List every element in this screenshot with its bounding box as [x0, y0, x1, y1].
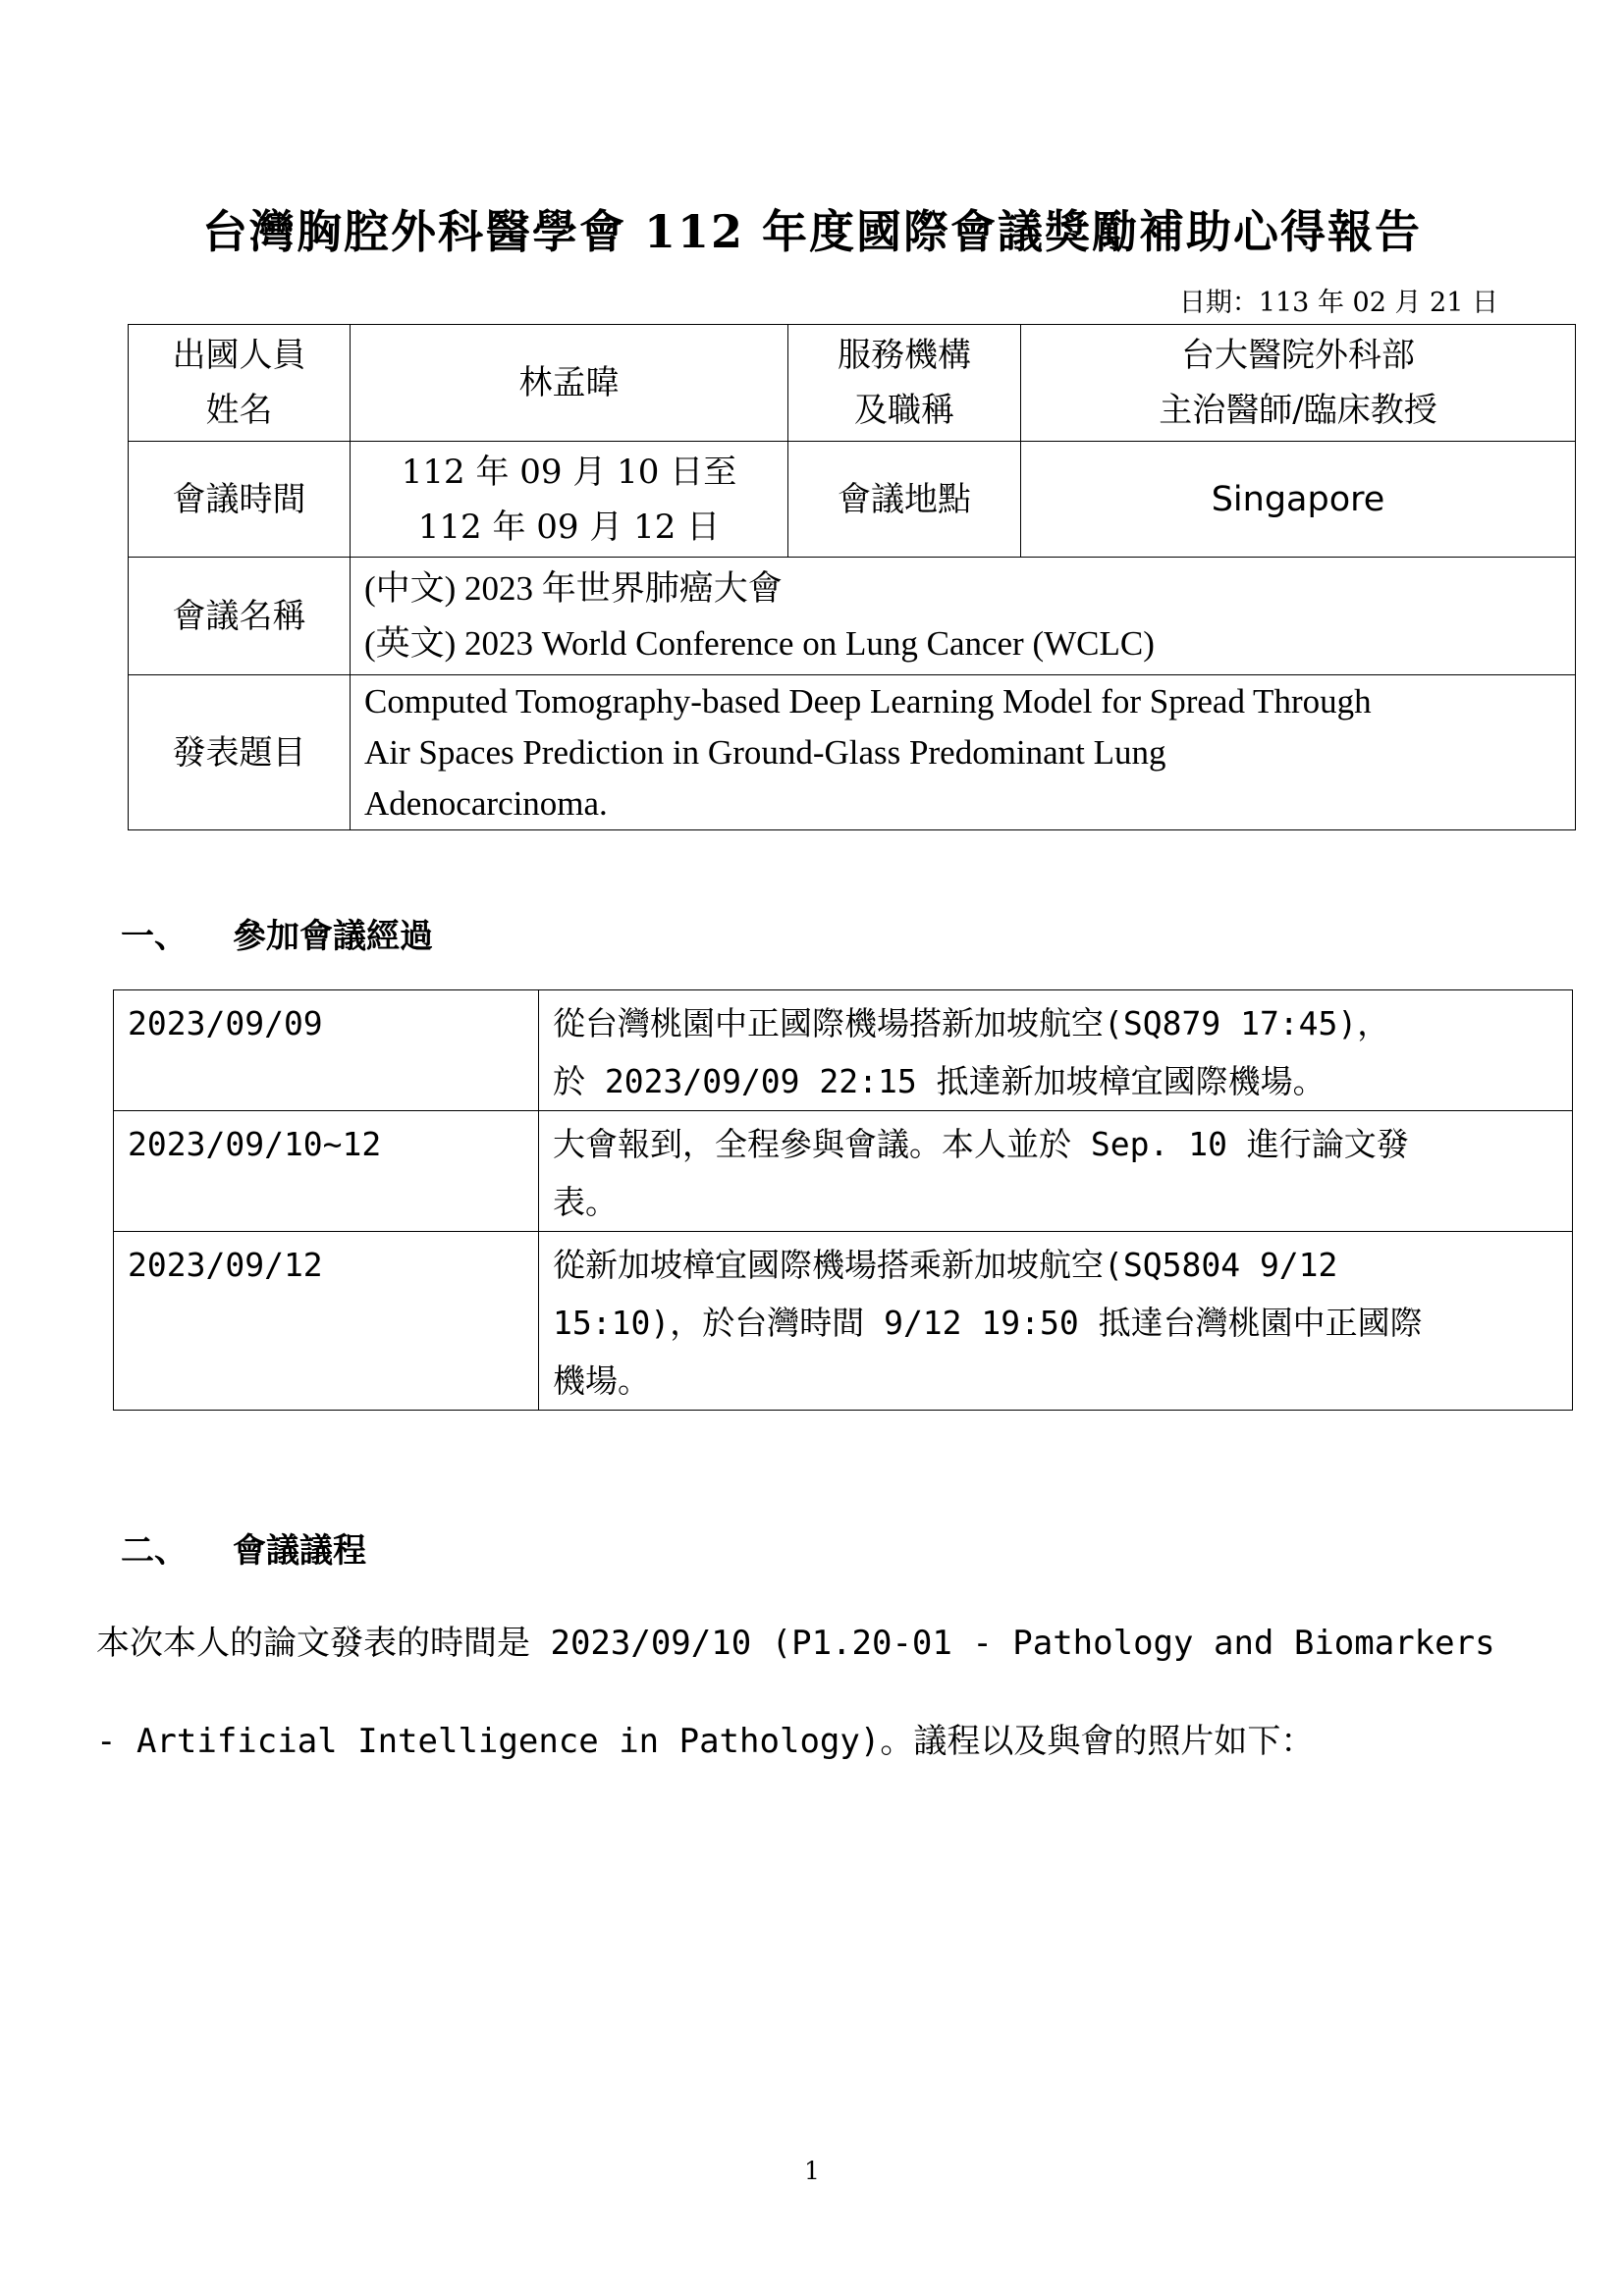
topic-line-2: Air Spaces Prediction in Ground-Glass Predominant Lung: [364, 732, 1166, 772]
itinerary-detail-line: 大會報到，全程參與會議。本人並於 Sep. 10 進行論文發: [553, 1125, 1409, 1163]
table-row: [129, 675, 1576, 830]
itinerary-detail-line: 15:10)，於台灣時間 9/12 19:50 抵達台灣桃園中正國際: [553, 1304, 1423, 1342]
table-row: [129, 442, 1576, 558]
table-row: [129, 558, 1576, 675]
topic-line-1: Computed Tomography-based Deep Learning Model for Spread Through: [364, 681, 1372, 721]
org-label-line-1: 服務機構: [838, 336, 971, 375]
itinerary-date: 2023/09/09: [114, 990, 539, 1111]
itinerary-detail-line: 機場。: [553, 1362, 650, 1400]
traveler-label-line-2: 姓名: [205, 391, 273, 430]
section-2-number: 二、: [121, 1531, 188, 1571]
report-date: 日期：113 年 02 月 21 日: [1178, 288, 1498, 318]
topic-label: 發表題目: [129, 675, 351, 830]
org-label-cell: [788, 325, 1021, 442]
agenda-paragraph-line-2: - Artificial Intelligence in Pathology)。議程以及與會的照片如下：: [96, 1722, 1315, 1761]
itinerary-table: [113, 989, 1573, 1411]
section-2-heading: [121, 1523, 366, 1572]
conference-name-cell: [351, 558, 1576, 675]
table-row: [114, 1111, 1573, 1232]
table-row: [129, 325, 1576, 442]
org-label-line-2: 及職稱: [854, 391, 954, 430]
location-label: 會議地點: [788, 442, 1021, 558]
itinerary-date: 2023/09/12: [114, 1232, 539, 1411]
time-label: 會議時間: [129, 442, 351, 558]
agenda-paragraph-line-1: 本次本人的論文發表的時間是 2023/09/10 (P1.20-01 - Pathology and Biomarkers: [96, 1624, 1495, 1663]
itinerary-detail: [539, 1232, 1573, 1411]
org-value-cell: [1021, 325, 1576, 442]
org-value-line-1: 台大醫院外科部: [1181, 336, 1415, 375]
section-1-title: 參加會議經過: [233, 917, 433, 956]
section-2-title: 會議議程: [233, 1531, 366, 1571]
itinerary-detail-line: 從新加坡樟宜國際機場搭乘新加坡航空(SQ5804 9/12: [553, 1246, 1338, 1284]
traveler-label-cell: [129, 325, 351, 442]
time-value-line-2: 112 年 09 月 12 日: [417, 507, 721, 547]
section-1-heading: [121, 909, 433, 957]
table-row: [114, 990, 1573, 1111]
itinerary-detail: [539, 1111, 1573, 1232]
table-row: [114, 1232, 1573, 1411]
section-1-number: 一、: [121, 917, 188, 956]
page-number: 1: [804, 2157, 820, 2185]
org-value-line-2: 主治醫師/臨床教授: [1159, 391, 1437, 430]
topic-cell: [351, 675, 1576, 830]
time-value-cell: [351, 442, 788, 558]
itinerary-detail-line: 表。: [553, 1183, 618, 1221]
conference-name-label: 會議名稱: [129, 558, 351, 675]
itinerary-date: 2023/09/10~12: [114, 1111, 539, 1232]
time-value-line-1: 112 年 09 月 10 日至: [401, 452, 737, 492]
topic-line-3: Adenocarcinoma.: [364, 783, 608, 823]
traveler-name: 林孟暐: [351, 325, 788, 442]
conference-info-table: [128, 324, 1576, 830]
itinerary-detail-line: 於 2023/09/09 22:15 抵達新加坡樟宜國際機場。: [553, 1062, 1326, 1100]
location-value: Singapore: [1021, 442, 1576, 558]
traveler-label-line-1: 出國人員: [172, 336, 306, 375]
itinerary-detail-line: 從台灣桃園中正國際機場搭新加坡航空(SQ879 17:45)，: [553, 1004, 1390, 1042]
conference-name-zh: (中文) 2023 年世界肺癌大會: [364, 568, 783, 608]
page-title: 台灣胸腔外科醫學會 112 年度國際會議獎勵補助心得報告: [201, 205, 1423, 258]
itinerary-detail: [539, 990, 1573, 1111]
conference-name-en: (英文) 2023 World Conference on Lung Cancer (WCLC): [364, 623, 1155, 663]
